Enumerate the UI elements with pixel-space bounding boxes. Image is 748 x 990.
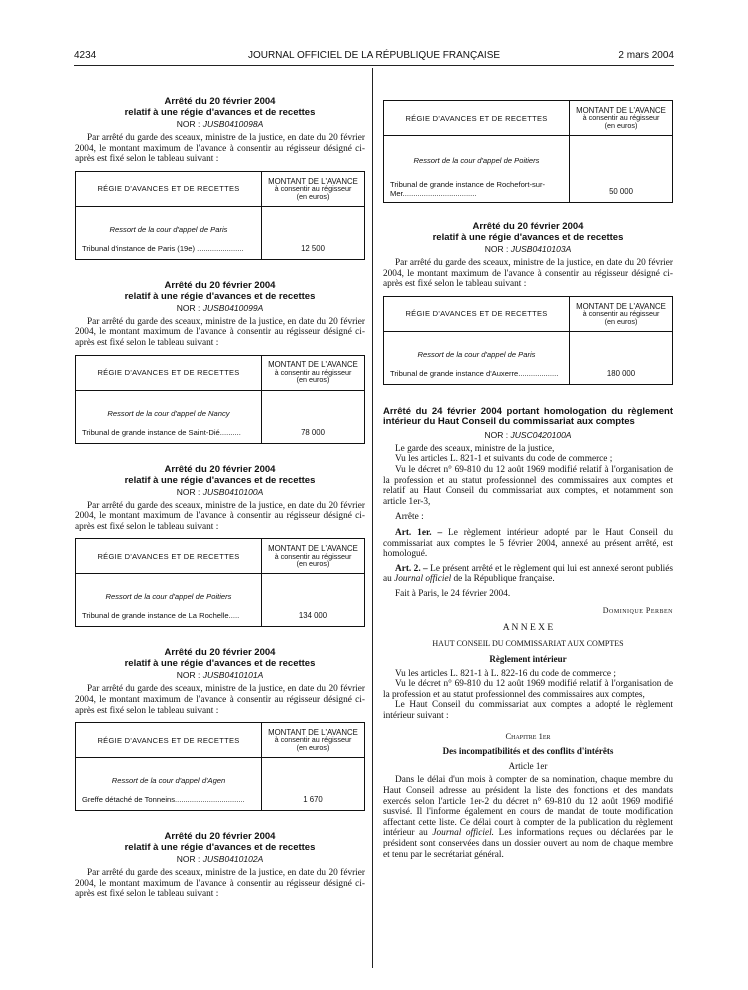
arrete-subtitle: relatif à une régie d'avances et de recettes [124, 658, 316, 670]
signature: Dominique Perben [602, 605, 673, 615]
nor-reference: NOR : JUSB0410100A [176, 486, 264, 497]
visa-text: Vu les articles L. 821-1 et suivants du code de commerce ; [395, 454, 613, 465]
table-header-regie: RÉGIE D'AVANCES ET DE RECETTES [76, 172, 262, 207]
arrete-title: Arrêté du 20 février 2004 [472, 221, 584, 232]
arrete-title: Arrêté du 20 février 2004 [164, 647, 276, 659]
reglement-title: Règlement intérieur [489, 653, 567, 664]
arrete-body: Par arrêté du garde des sceaux, ministre de la justice, en date du 20 février 2004, le montant maximum de l'avance à consentir au régisseur désigné ci-après est fixé selon le tableau suivant : [75, 684, 365, 716]
left-column [75, 70, 365, 900]
annexe-visa: Vu les articles L. 821-1 à L. 822-16 du code de commerce ; [395, 668, 616, 679]
table-header-regie: RÉGIE D'AVANCES ET DE RECETTES [76, 356, 262, 391]
publication-date: 2 mars 2004 [618, 50, 674, 61]
ressort-label: Ressort de la cour d'appel de Paris [109, 224, 228, 234]
table-header-montant: MONTANT DE L'AVANCE à consentir au régisseur (en euros) [262, 539, 364, 574]
table-header-montant: MONTANT DE L'AVANCE à consentir au régisseur (en euros) [262, 172, 364, 207]
regie-table [383, 100, 673, 203]
column-divider [372, 68, 373, 968]
arrete-section [75, 96, 365, 260]
arrete-body: Par arrêté du garde des sceaux, ministre de la justice, en date du 20 février 2004, le montant maximum de l'avance à consentir au régisseur désigné ci-après est fixé selon le tableau suivant : [75, 316, 365, 348]
table-cell-regie [76, 574, 262, 626]
nor-reference: NOR : JUSC0420100A [484, 429, 572, 440]
arrete-body: Par arrêté du garde des sceaux, ministre de la justice, en date du 20 février 2004, le montant maximum de l'avance à consentir au régisseur désigné ci-après est fixé selon le tableau suivant : [75, 500, 365, 532]
page-number: 4234 [74, 50, 97, 61]
table-header-montant: MONTANT DE L'AVANCE à consentir au régisseur (en euros) [262, 356, 364, 391]
regie-table [75, 722, 365, 811]
amount-value: 12 500 [301, 243, 325, 253]
arrete-homologation [383, 407, 673, 860]
article-text: Dans le délai d'un mois à compter de sa nomination, chaque membre du Haut Conseil adresse au président la liste des fonctions et des mandats exercés selon l'article 1er-2 du décret n° 69-810 du 12 août 1969 modifié susvisé. Il l'informe également en cours de mandat de toute modification affectant cette liste. Ce délai court à compter de la publication du règlement intérieur au Journal officiel. Les informations reçues ou déclarées par le président sont conservées dans un dossier ouvert au nom de chaque membre et tenu par le secrétariat général. [383, 775, 674, 860]
arrete-subtitle: relatif à une régie d'avances et de recettes [124, 107, 316, 118]
visa-text: Le garde des sceaux, ministre de la justice, [395, 443, 555, 454]
arrete-keyword: Arrête : [395, 512, 424, 523]
arrete-subtitle: relatif à une régie d'avances et de recettes [124, 842, 316, 854]
arrete-body: Par arrêté du garde des sceaux, ministre de la justice, en date du 20 février 2004, le montant maximum de l'avance à consentir au régisseur désigné ci-après est fixé selon le tableau suivant : [383, 258, 673, 290]
tribunal-label: Tribunal de grande instance de Saint-Dié.......... [82, 427, 241, 437]
regie-table [75, 355, 365, 444]
table-header-montant: MONTANT DE L'AVANCE à consentir au régisseur (en euros) [570, 297, 672, 332]
header-rule [74, 65, 674, 66]
table-header-regie: RÉGIE D'AVANCES ET DE RECETTES [76, 539, 262, 574]
tribunal-label: Tribunal d'instance de Paris (19e) ...................... [82, 243, 244, 253]
arrete-body: Par arrêté du garde des sceaux, ministre de la justice, en date du 20 février 2004, le montant maximum de l'avance à consentir au régisseur désigné ci-après est fixé selon le tableau suivant : [75, 133, 365, 165]
arrete-subtitle: relatif à une régie d'avances et de recettes [432, 232, 624, 243]
table-header-regie: RÉGIE D'AVANCES ET DE RECETTES [76, 723, 262, 758]
nor-reference: NOR : JUSB0410102A [176, 854, 264, 865]
table-header-regie: RÉGIE D'AVANCES ET DE RECETTES [384, 101, 570, 136]
regie-table [75, 538, 365, 627]
table-cell-amount [262, 391, 364, 443]
arrete-subtitle: relatif à une régie d'avances et de recettes [124, 474, 316, 486]
fait-a-paris: Fait à Paris, le 24 février 2004. [395, 588, 511, 599]
table-cell-regie [76, 391, 262, 443]
arrete-section [75, 464, 365, 628]
arrete-subtitle: relatif à une régie d'avances et de recettes [124, 290, 316, 302]
amount-value: 180 000 [606, 368, 636, 378]
amount-value: 50 000 [609, 187, 633, 196]
table-cell-regie [76, 758, 262, 810]
visa-text: Vu le décret n° 69-810 du 12 août 1969 modifié relatif à l'organisation de la profession et au statut professionnel des commissaires aux comptes et relatif au Haut Conseil du commissariat aux comptes, et notamment son article 1er-3, [383, 464, 673, 507]
nor-reference: NOR : JUSB0410103A [484, 244, 572, 254]
tribunal-label: Greffe détaché de Tonneins................................. [82, 795, 245, 805]
arrete-title: Arrêté du 20 février 2004 [164, 96, 276, 107]
annexe-title: A N N E X E [502, 622, 554, 633]
amount-value: 134 000 [298, 611, 328, 621]
ressort-label: Ressort de la cour d'appel d'Agen [111, 776, 226, 786]
annexe-org: HAUT CONSEIL DU COMMISSARIAT AUX COMPTES [432, 638, 624, 648]
regie-table [75, 171, 365, 260]
annexe-visa: Le Haut Conseil du commissariat aux comptes a adopté le règlement intérieur suivant : [383, 700, 673, 721]
right-column [383, 100, 673, 860]
journal-title: JOURNAL OFFICIEL DE LA RÉPUBLIQUE FRANÇAISE [247, 50, 501, 61]
annexe-visa: Vu le décret n° 69-810 du 12 août 1969 modifié relatif à l'organisation de la profession et au statut professionnel des commissaires aux comptes, [383, 679, 673, 700]
table-header-montant: MONTANT DE L'AVANCE à consentir au régisseur (en euros) [570, 101, 672, 136]
arrete-title: Arrêté du 20 février 2004 [164, 463, 276, 475]
arrete-title: Arrêté du 20 février 2004 [164, 831, 276, 843]
amount-value: 78 000 [301, 427, 325, 437]
arrete-title: Arrêté du 24 février 2004 portant homologation du règlement intérieur du Haut Conseil du commissariat aux comptes [383, 405, 673, 427]
article-2: Art. 2. – Le présent arrêté et le règlement qui lui est annexé seront publiés au Journal officiel de la République française. [383, 563, 674, 585]
arrete-section [75, 647, 365, 811]
chapitre-title: Des incompatibilités et des conflits d'intérêts [442, 746, 614, 757]
ressort-label: Ressort de la cour d'appel de Nancy [107, 408, 230, 418]
table-cell-regie [76, 207, 262, 259]
arrete-section [75, 280, 365, 444]
table-cell-amount [262, 207, 364, 259]
nor-reference: NOR : JUSB0410099A [176, 302, 264, 313]
table-cell-amount [262, 574, 364, 626]
nor-reference: NOR : JUSB0410101A [176, 670, 264, 681]
nor-reference: NOR : JUSB0410098A [176, 119, 264, 129]
table-header-montant: MONTANT DE L'AVANCE à consentir au régisseur (en euros) [262, 723, 364, 758]
arrete-title: Arrêté du 20 février 2004 [164, 279, 276, 291]
table-header-regie: RÉGIE D'AVANCES ET DE RECETTES [384, 297, 570, 332]
tribunal-label: Tribunal de grande instance d'Auxerre................... [390, 368, 559, 378]
article-heading: Article 1er [508, 761, 548, 772]
article-1: Art. 1er. – Le règlement intérieur adopté par le Haut Conseil du commissariat aux comptes le 5 février 2004, annexé au présent arrêté, est homologué. [383, 527, 673, 560]
tribunal-label: Tribunal de grande instance de La Rochelle..... [82, 611, 240, 621]
ressort-label: Ressort de la cour d'appel de Poitiers [105, 592, 232, 602]
arrete-section [75, 831, 365, 900]
ressort-label: Ressort de la cour d'appel de Paris [417, 349, 536, 359]
arrete-body: Par arrêté du garde des sceaux, ministre de la justice, en date du 20 février 2004, le montant maximum de l'avance à consentir au régisseur désigné ci-après est fixé selon le tableau suivant : [75, 868, 365, 900]
arrete-section [383, 221, 673, 385]
table-cell-amount [262, 758, 364, 810]
chapitre-label: Chapitre 1er [505, 731, 551, 742]
table-cell-regie [384, 136, 570, 202]
tribunal-label: Tribunal de grande instance de Rochefort-sur-Mer................................... [390, 180, 546, 198]
table-cell-regie [384, 332, 570, 384]
regie-table [383, 296, 673, 385]
page-header [74, 50, 674, 64]
ressort-label: Ressort de la cour d'appel de Poitiers [413, 156, 540, 165]
amount-value: 1 670 [303, 795, 323, 805]
table-cell-amount [570, 332, 672, 384]
table-cell-amount [570, 136, 672, 202]
